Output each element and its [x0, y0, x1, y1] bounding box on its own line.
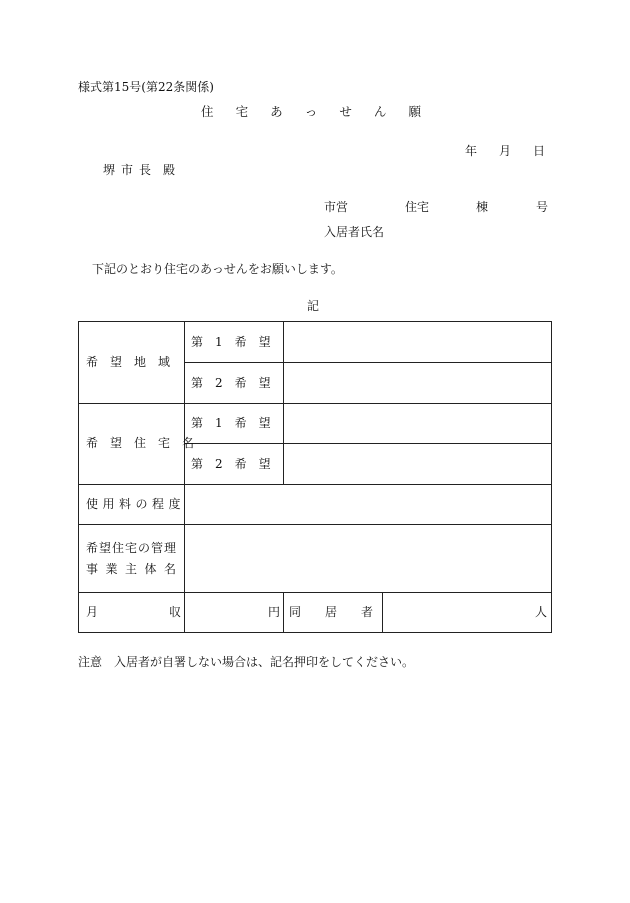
income-label-right: 収: [169, 605, 182, 619]
date-day: 日: [532, 144, 545, 158]
resident-prefix: 市営: [324, 200, 349, 214]
title-char: っ: [304, 104, 318, 119]
ki-heading: 記: [307, 299, 320, 313]
application-table: [78, 321, 552, 633]
desired-housing-label: 希 望 住 宅 名: [86, 436, 195, 450]
title-char: あ: [270, 104, 283, 119]
note-text: 注意 入居者が自署しない場合は、記名押印をしてください。: [78, 655, 415, 669]
addressee: [103, 164, 175, 176]
resident-name-label: 入居者氏名: [324, 225, 385, 239]
title-char: 宅: [235, 104, 249, 119]
management-field[interactable]: [185, 525, 551, 592]
income-unit: 円: [268, 605, 281, 619]
cohabitant-field[interactable]: [383, 593, 551, 632]
usage-fee-label: 使用料の程度: [86, 497, 186, 511]
title-char: ん: [373, 104, 387, 119]
date-line: [465, 145, 545, 157]
intro-text: 下記のとおり住宅のあっせんをお願いします。: [92, 262, 343, 276]
desired-area-second-field[interactable]: [284, 363, 551, 403]
management-label-line2: 事業主体名: [86, 562, 184, 576]
desired-housing-second-field[interactable]: [284, 444, 551, 484]
resident-tou: 棟: [476, 200, 489, 214]
desired-area-label: 希 望 地 域: [86, 355, 171, 369]
addressee-char: 殿: [163, 163, 176, 177]
addressee-char: 長: [139, 163, 152, 177]
desired-area-first-label: 第 1 希 望: [191, 335, 271, 349]
income-label-left: 月: [86, 605, 99, 619]
desired-area-first-field[interactable]: [284, 322, 551, 362]
resident-gou: 号: [536, 200, 549, 214]
addressee-char: 堺: [103, 163, 116, 177]
date-month: 月: [498, 144, 511, 158]
cohabitant-unit: 人: [535, 605, 548, 619]
title-char: せ: [339, 104, 352, 119]
page-title: [201, 106, 421, 119]
desired-housing-second-label: 第 2 希 望: [191, 457, 271, 471]
usage-fee-field[interactable]: [185, 485, 551, 524]
title-char: 住: [201, 104, 214, 119]
title-char: 願: [408, 104, 421, 119]
desired-area-second-label: 第 2 希 望: [191, 376, 271, 390]
desired-housing-first-field[interactable]: [284, 404, 551, 443]
date-year: 年: [465, 144, 478, 158]
desired-housing-first-label: 第 1 希 望: [191, 416, 271, 430]
resident-jutaku: 住宅: [405, 200, 430, 214]
addressee-char: 市: [121, 163, 134, 177]
management-label-line1: 希望住宅の管理: [86, 541, 178, 555]
form-number: 様式第15号(第22条関係): [78, 80, 214, 94]
cohabitant-label: 同 居 者: [289, 605, 374, 619]
